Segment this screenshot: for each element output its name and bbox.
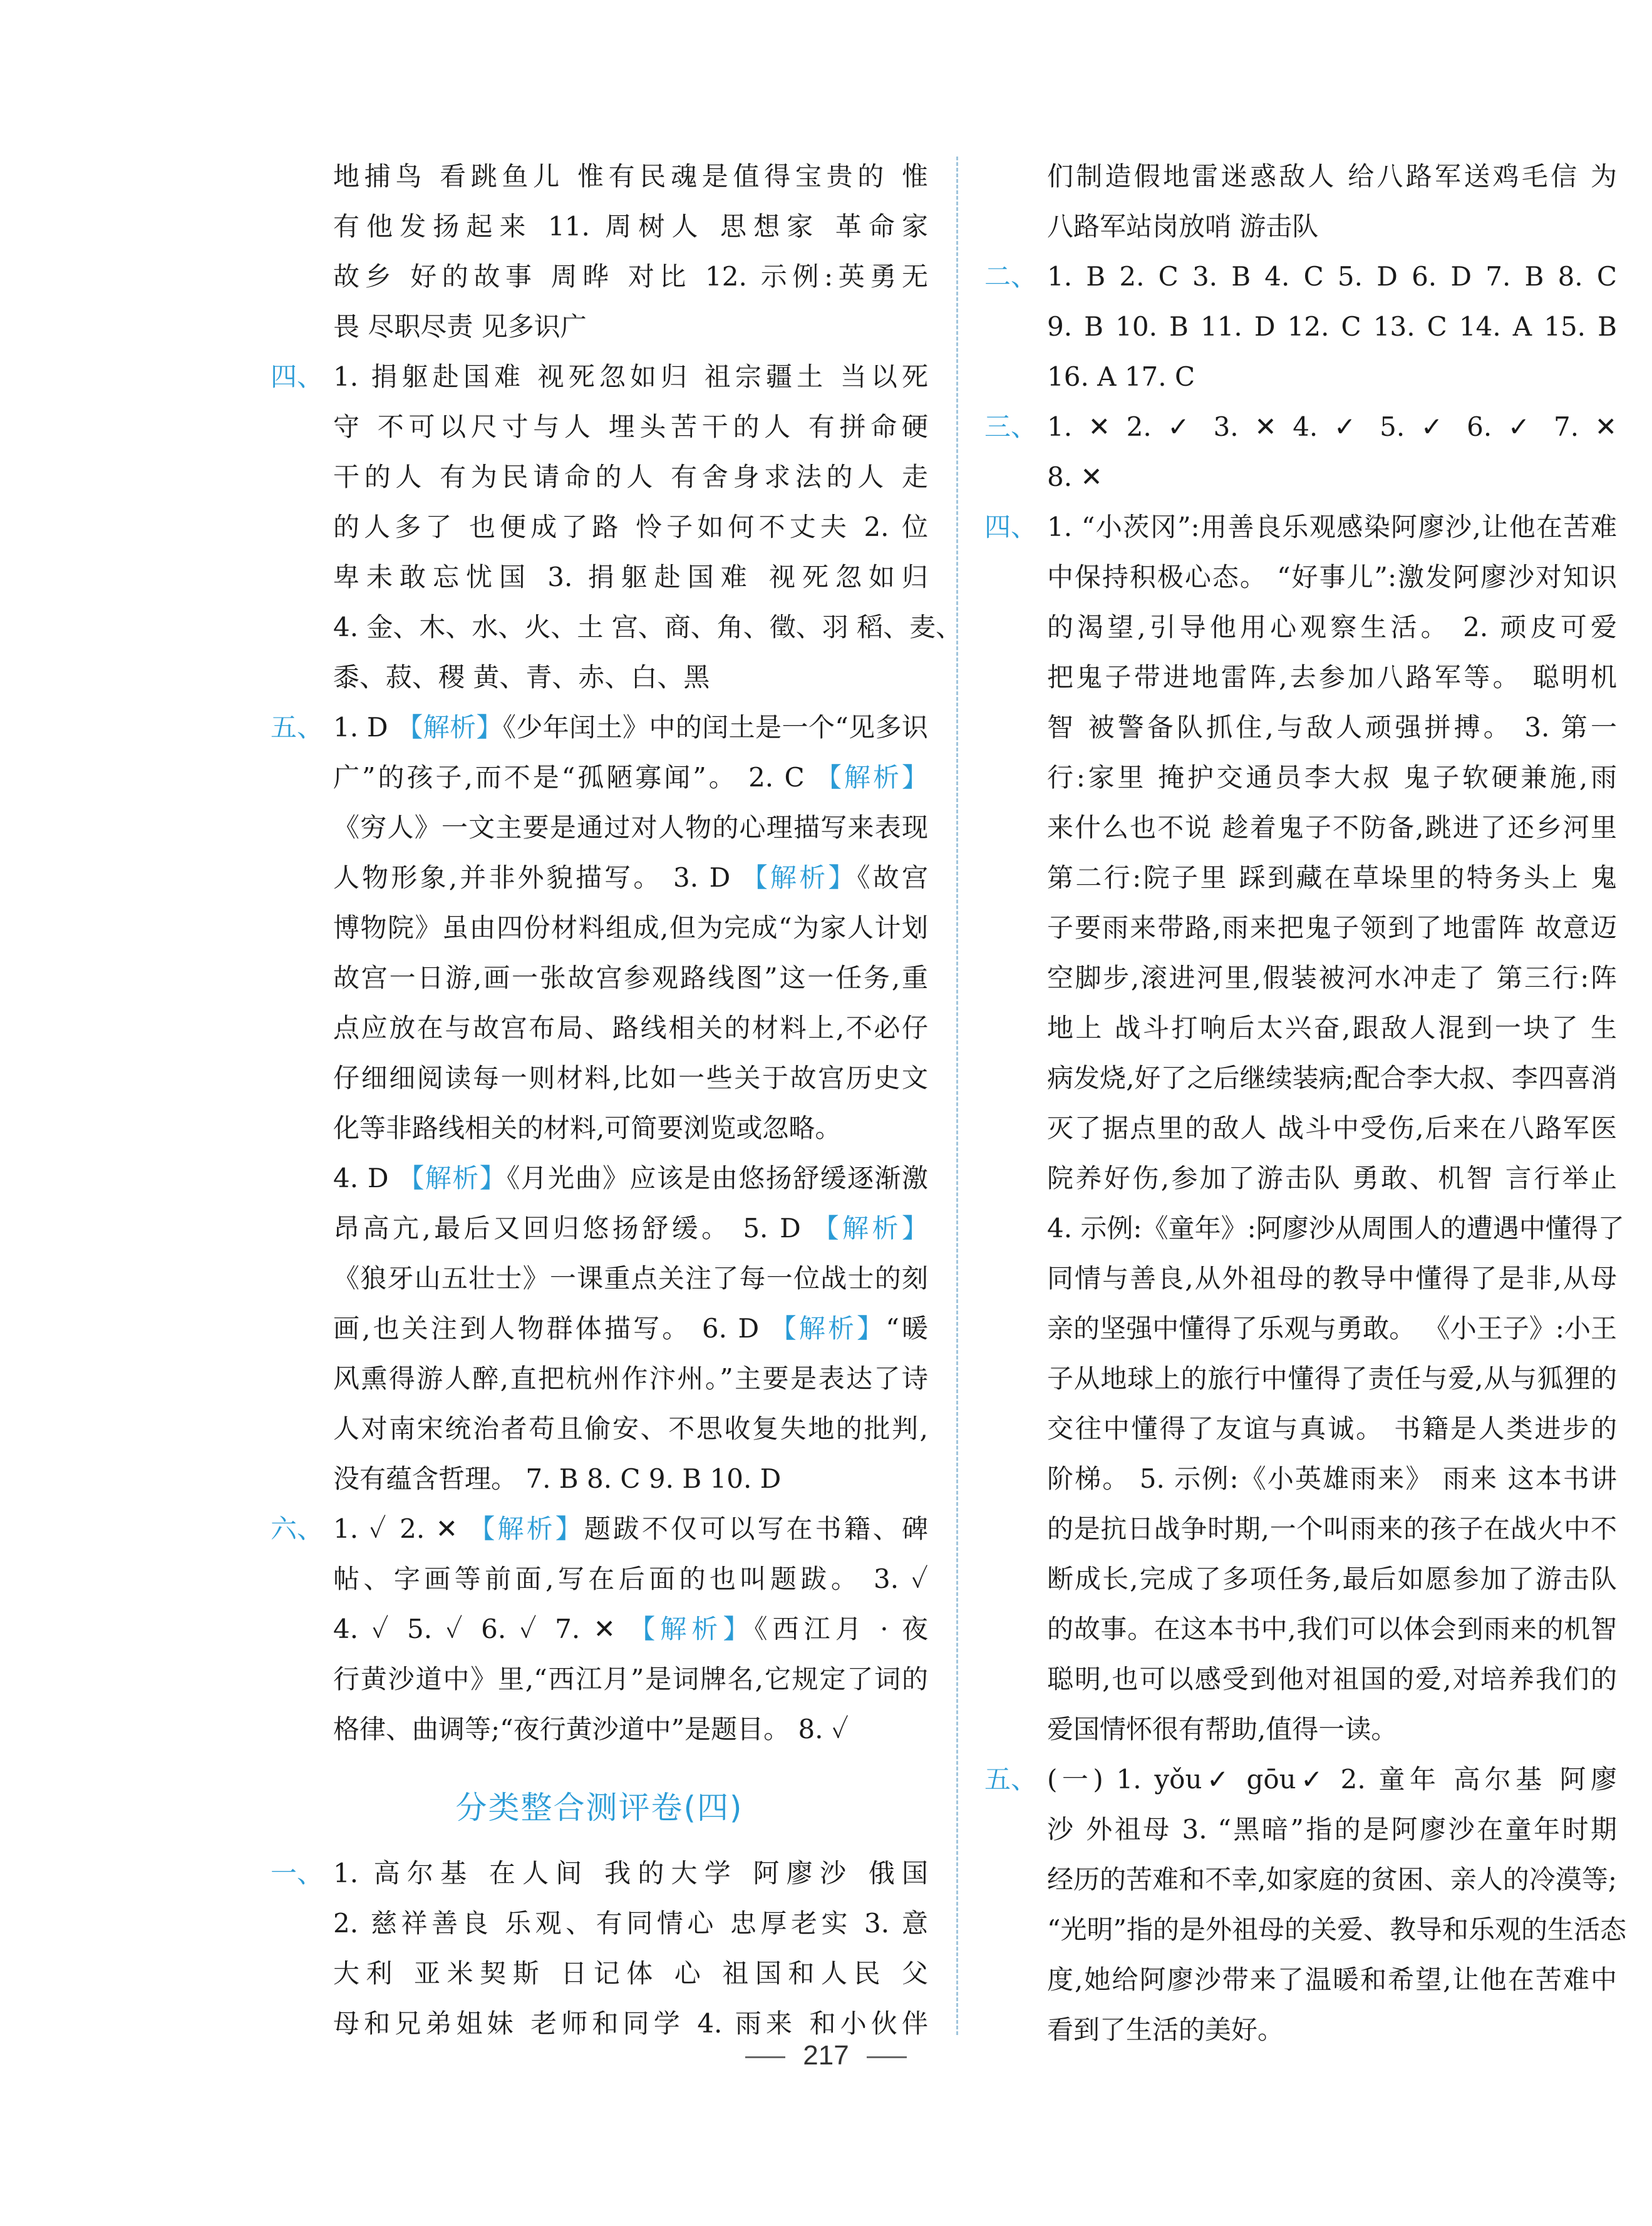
left-answer-lines-after-title (271, 1848, 928, 2049)
answer-line (271, 1203, 928, 1254)
answer-line (271, 302, 928, 352)
answer-line (984, 853, 1617, 903)
footer-dash-left (745, 2056, 785, 2058)
answer-text: 爱国情怀很有帮助,值得一读。 (1047, 1714, 1398, 1744)
answer-line (984, 1003, 1617, 1053)
answer-line (271, 1254, 928, 1304)
section-marker: 四、 (271, 361, 324, 392)
answer-line (271, 1053, 928, 1103)
answer-line (984, 1805, 1617, 1855)
answer-text: 度,她给阿廖沙带来了温暖和希望,让他在苦难中 (1047, 1964, 1617, 1995)
answer-text: 第二行:院子里 踩到藏在草垛里的特务头上 鬼 (1047, 862, 1617, 893)
answer-line (271, 252, 928, 302)
answer-line (984, 1955, 1617, 2005)
answer-line (271, 703, 928, 753)
answer-line (271, 1404, 928, 1454)
answer-text: 同情与善良,从外祖母的教导中懂得了是非,从母 (1047, 1263, 1617, 1294)
answer-text: 行黄沙道中》里,“西江月”是词牌名,它规定了词的 (333, 1664, 928, 1694)
analysis-tag: 【解析】 (398, 1163, 507, 1193)
section-marker: 二、 (984, 261, 1038, 292)
answer-text: 广”的孩子,而不是“孤陋寡闻”。 2. C 【解析】 (333, 762, 928, 793)
section-marker: 六、 (271, 1513, 324, 1544)
answer-text: 院养好伤,参加了游击队 勇敢、机智 言行举止 (1047, 1163, 1617, 1193)
answer-text: (一) 1. yǒu✓ gōu✓ 2. 童年 高尔基 阿廖 (1047, 1764, 1617, 1795)
answer-text: 博物院》虽由四份材料组成,但为完成“为家人计划 (333, 912, 928, 943)
answer-line (984, 1354, 1617, 1404)
answer-line (984, 903, 1617, 953)
answer-line (984, 202, 1617, 252)
answer-line (984, 1654, 1617, 1704)
answer-text: 16. A 17. C (1047, 361, 1195, 392)
answer-line (984, 1554, 1617, 1604)
answer-line (271, 803, 928, 853)
answer-text: 8. ✕ (1047, 461, 1103, 492)
answer-line (271, 1654, 928, 1704)
answer-text: 没有蕴含哲理。 7. B 8. C 9. B 10. D (333, 1463, 782, 1494)
answer-line (984, 1053, 1617, 1103)
answer-line (984, 1855, 1617, 1905)
answer-line (271, 502, 928, 552)
answer-text: 9. B 10. B 11. D 12. C 13. C 14. A 15. B (1047, 311, 1617, 342)
answer-text: 地捕鸟 看跳鱼儿 惟有民魂是值得宝贵的 惟 (333, 161, 928, 192)
answer-line (984, 1153, 1617, 1203)
page-number: 217 (803, 2040, 849, 2071)
answer-line (984, 1704, 1617, 1755)
left-answer-lines (271, 152, 963, 1755)
answer-line (271, 1949, 928, 1999)
column-divider (956, 157, 958, 2035)
answer-line (271, 352, 928, 402)
answer-line (271, 953, 928, 1003)
answer-text: 格律、曲调等;“夜行黄沙道中”是题目。 8. ✓ (333, 1714, 849, 1744)
answer-text: 人物形象,并非外貌描写。 3. D 【解析】《故宫 (333, 862, 928, 893)
right-column (984, 152, 1626, 2055)
answer-text: 《穷人》一文主要是通过对人物的心理描写来表现 (333, 812, 928, 843)
answer-text: 的人多了 也便成了路 怜子如何不丈夫 2. 位 (333, 512, 928, 542)
answer-text: 智 被警备队抓住,与敌人顽强拼搏。 3. 第一 (1047, 712, 1617, 743)
answer-text: 母和兄弟姐妹 老师和同学 4. 雨来 和小伙伴 (333, 2008, 928, 2039)
answer-text: 经历的苦难和不幸,如家庭的贫困、亲人的冷漠等; (1047, 1864, 1617, 1895)
answer-text: 亲的坚强中懂得了乐观与勇敢。 《小王子》:小王 (1047, 1313, 1617, 1344)
answer-line (271, 1454, 928, 1504)
answer-line (271, 903, 928, 953)
answer-text: 卑未敢忘忧国 3. 捐躯赴国难 视死忽如归 (333, 562, 928, 592)
answer-line (984, 953, 1617, 1003)
answer-text: 故宫一日游,画一张故宫参观路线图”这一任务,重 (333, 962, 928, 993)
answer-text: 4. 示例:《童年》:阿廖沙从周围人的遭遇中懂得了 (1047, 1213, 1624, 1244)
answer-line (271, 1354, 928, 1404)
answer-text: 交往中懂得了友谊与真诚。 书籍是人类进步的 (1047, 1413, 1617, 1444)
answer-text: 八路军站岗放哨 游击队 (1047, 211, 1319, 242)
answer-text: 1. “小茨冈”:用善良乐观感染阿廖沙,让他在苦难 (1047, 512, 1617, 542)
section-marker: 五、 (271, 712, 324, 743)
answer-text: 点应放在与故宫布局、路线相关的材料上,不必仔 (333, 1013, 928, 1043)
answer-text: 中保持积极心态。 “好事儿”:激发阿廖沙对知识 (1047, 562, 1617, 592)
analysis-tag: 【解析】 (741, 862, 857, 893)
answer-line (984, 402, 1617, 452)
answer-line (984, 803, 1617, 853)
answer-text: 1. 捐躯赴国难 视死忽如归 祖宗疆土 当以死 (333, 361, 928, 392)
answer-line (271, 1103, 928, 1153)
answer-line (271, 652, 928, 703)
answer-text: 干的人 有为民请命的人 有舍身求法的人 走 (333, 461, 928, 492)
answer-text: 1. B 2. C 3. B 4. C 5. D 6. D 7. B 8. C (1047, 261, 1617, 292)
answer-text: 阶梯。 5. 示例:《小英雄雨来》 雨来 这本书讲 (1047, 1463, 1617, 1494)
answer-text: 1. 高尔基 在人间 我的大学 阿廖沙 俄国 (333, 1858, 928, 1888)
answer-text: 们制造假地雷迷惑敌人 给八路军送鸡毛信 为 (1047, 161, 1617, 192)
answer-text: 畏 尽职尽责 见多识广 (333, 311, 587, 342)
answer-line (984, 352, 1617, 402)
answer-line (271, 202, 928, 252)
analysis-tag: 【解析】 (396, 712, 503, 743)
answer-line (271, 1504, 928, 1554)
answer-text: 看到了生活的美好。 (1047, 2014, 1284, 2045)
analysis-tag: 【解析】 (812, 1213, 928, 1244)
answer-line (271, 853, 928, 903)
section-title: 分类整合测评卷(四) (455, 1790, 743, 1826)
answer-line (271, 552, 928, 602)
answer-text: 灭了据点里的敌人 战斗中受伤,后来在八路军医 (1047, 1113, 1617, 1143)
answer-line (984, 252, 1617, 302)
answer-line (984, 1304, 1617, 1354)
analysis-tag: 【解析】 (770, 1313, 886, 1344)
answer-line (984, 602, 1617, 652)
answer-line (984, 1905, 1626, 1955)
answer-line (271, 602, 963, 652)
answer-line (271, 1848, 928, 1899)
section-marker: 三、 (984, 411, 1038, 442)
answer-line (984, 753, 1617, 803)
answer-line (984, 1404, 1617, 1454)
analysis-tag: 【解析】 (629, 1614, 755, 1644)
answer-text: 的渴望,引导他用心观察生活。 2. 顽皮可爱 (1047, 612, 1617, 642)
answer-text: 人对南宋统治者苟且偷安、不思收复失地的批判, (333, 1413, 928, 1444)
answer-text: 的是抗日战争时期,一个叫雨来的孩子在战火中不 (1047, 1513, 1617, 1544)
answer-text: 沙 外祖母 3. “黑暗”指的是阿廖沙在童年时期 (1047, 1814, 1617, 1845)
answer-line (271, 402, 928, 452)
answer-text: 守 不可以尺寸与人 埋头苦干的人 有拼命硬 (333, 411, 928, 442)
analysis-tag: 【解析】 (815, 762, 928, 793)
answer-text: 帖、字画等前面,写在后面的也叫题跋。 3. ✓ (333, 1564, 928, 1594)
answer-line (984, 152, 1617, 202)
answer-text: 子要雨来带路,雨来把鬼子领到了地雷阵 故意迈 (1047, 912, 1617, 943)
footer-dash-right (867, 2056, 907, 2058)
answer-text: 聪明,也可以感受到他对祖国的爱,对培养我们的 (1047, 1664, 1617, 1694)
answer-text: 黍、菽、稷 黄、青、赤、白、黑 (333, 662, 710, 693)
answer-line (984, 1504, 1617, 1554)
answer-text: 风熏得游人醉,直把杭州作汴州。”主要是表达了诗 (333, 1363, 928, 1394)
right-answer-lines (984, 152, 1626, 2055)
answer-text: 4. ✓ 5. ✓ 6. ✓ 7. ✕ 【解析】《西江月 · 夜 (333, 1614, 928, 1644)
answer-text: 昂高亢,最后又回归悠扬舒缓。 5. D 【解析】 (333, 1213, 928, 1244)
answer-text: 行:家里 掩护交通员李大叔 鬼子软硬兼施,雨 (1047, 762, 1617, 793)
answer-line (271, 1899, 928, 1949)
answer-line (271, 1304, 928, 1354)
answer-line (271, 1153, 928, 1203)
answer-text: 1. D 【解析】《少年闰土》中的闰土是一个“见多识 (333, 712, 928, 743)
answer-text: 4. D 【解析】《月光曲》应该是由悠扬舒缓逐渐激 (333, 1163, 928, 1193)
answer-text: 子从地球上的旅行中懂得了责任与爱,从与狐狸的 (1047, 1363, 1617, 1394)
answer-text: 有他发扬起来 11. 周树人 思想家 革命家 (333, 211, 928, 242)
answer-text: 化等非路线相关的材料,可简要浏览或忽略。 (333, 1113, 842, 1143)
answer-text: “光明”指的是外祖母的关爱、教导和乐观的生活态 (1047, 1914, 1626, 1945)
answer-line (984, 1604, 1617, 1654)
answer-line (271, 1554, 928, 1604)
left-column (271, 152, 963, 2049)
answer-line (271, 1604, 928, 1654)
answer-text: 仔细细阅读每一则材料,比如一些关于故宫历史文 (333, 1063, 928, 1093)
answer-line (271, 152, 928, 202)
answer-text: 《狼牙山五壮士》一课重点关注了每一位战士的刻 (333, 1263, 928, 1294)
answer-text: 故乡 好的故事 周晔 对比 12. 示例:英勇无 (333, 261, 928, 292)
answer-text: 病发烧,好了之后继续装病;配合李大叔、李四喜消 (1047, 1063, 1617, 1093)
answer-line (984, 1254, 1617, 1304)
answer-text: 把鬼子带进地雷阵,去参加八路军等。 聪明机 (1047, 662, 1617, 693)
answer-text: 断成长,完成了多项任务,最后如愿参加了游击队 (1047, 1564, 1617, 1594)
answer-line (984, 703, 1617, 753)
answer-line (271, 452, 928, 502)
answer-text: 1. ✓ 2. ✕ 【解析】题跋不仅可以写在书籍、碑 (333, 1513, 928, 1544)
answer-text: 4. 金、木、水、火、土 宫、商、角、徵、羽 稻、麦、 (333, 612, 963, 642)
answer-text: 的故事。在这本书中,我们可以体会到雨来的机智 (1047, 1614, 1617, 1644)
answer-text: 来什么也不说 趁着鬼子不防备,跳进了还乡河里 (1047, 812, 1617, 843)
answer-text: 大利 亚米契斯 日记体 心 祖国和人民 父 (333, 1958, 928, 1989)
answer-line (271, 753, 928, 803)
answer-line (984, 1755, 1617, 1805)
answer-line (984, 452, 1617, 502)
answer-line (984, 652, 1617, 703)
answer-text: 地上 战斗打响后太兴奋,跟敌人混到一块了 生 (1047, 1013, 1617, 1043)
page-footer (0, 2040, 1652, 2071)
answer-text: 1. ✕ 2. ✓ 3. ✕ 4. ✓ 5. ✓ 6. ✓ 7. ✕ (1047, 411, 1617, 442)
answer-text: 画,也关注到人物群体描写。 6. D 【解析】“暖 (333, 1313, 928, 1344)
answer-text: 空脚步,滚进河里,假装被河水冲走了 第三行:阵 (1047, 962, 1617, 993)
answer-line (271, 1704, 928, 1755)
answer-line (984, 302, 1617, 352)
answer-text: 2. 慈祥善良 乐观、有同情心 忠厚老实 3. 意 (333, 1908, 928, 1939)
answer-line (984, 552, 1617, 602)
answer-line (984, 1103, 1617, 1153)
answer-line (271, 1003, 928, 1053)
answer-line (984, 502, 1617, 552)
answer-line (984, 1454, 1617, 1504)
section-marker: 四、 (984, 512, 1038, 542)
answer-line (984, 1203, 1624, 1254)
section-marker: 五、 (984, 1764, 1038, 1795)
section-marker: 一、 (271, 1858, 324, 1888)
analysis-tag: 【解析】 (468, 1513, 584, 1544)
